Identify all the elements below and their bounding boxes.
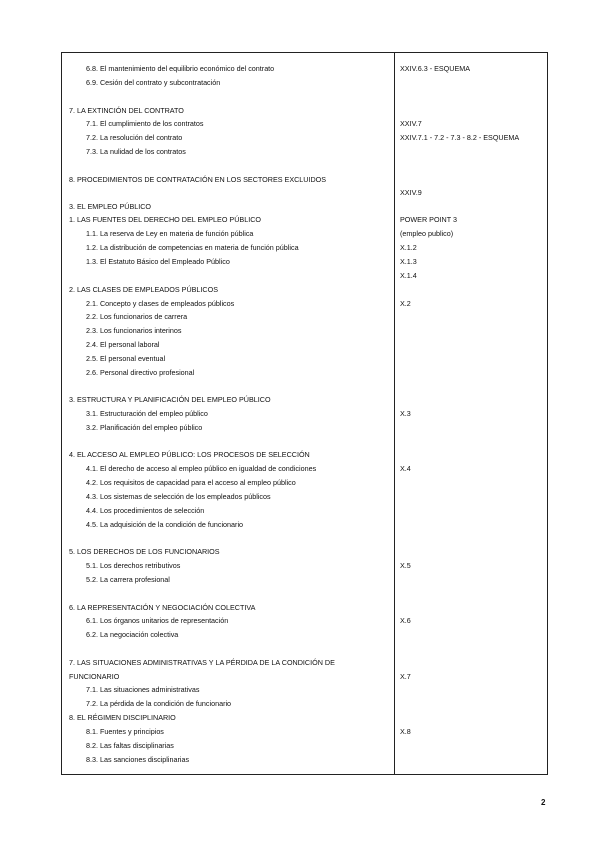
ref-x-4: X.4 xyxy=(400,464,411,473)
item-6-1: 6.1. Los órganos unitarios de representación xyxy=(86,616,229,625)
item-1-2: 1.2. La distribución de competencias en materia de función pública xyxy=(86,243,299,252)
ref-x-6: X.6 xyxy=(400,616,411,625)
item-6-8: 6.8. El mantenimiento del equilibrio económico del contrato xyxy=(86,64,275,73)
item-4-1: 4.1. El derecho de acceso al empleo público en igualdad de condiciones xyxy=(86,464,317,473)
item-4-3: 4.3. Los sistemas de selección de los empleados públicos xyxy=(86,492,271,501)
ref-power-point: POWER POINT 3 xyxy=(400,215,457,224)
section-8-regimen: 8. EL RÉGIMEN DISCIPLINARIO xyxy=(69,713,176,722)
item-2-1: 2.1. Concepto y clases de empleados públicos xyxy=(86,299,235,308)
section-1-fuentes: 1. LAS FUENTES DEL DERECHO DEL EMPLEO PÚBLICO xyxy=(69,215,261,224)
item-3-2: 3.2. Planificación del empleo público xyxy=(86,423,203,432)
ref-x-8: X.8 xyxy=(400,727,411,736)
item-4-2: 4.2. Los requisitos de capacidad para el acceso al empleo público xyxy=(86,478,296,487)
section-7-extincion: 7. LA EXTINCIÓN DEL CONTRATO xyxy=(69,106,184,115)
item-7-3: 7.3. La nulidad de los contratos xyxy=(86,147,186,156)
section-8-procedimientos: 8. PROCEDIMIENTOS DE CONTRATACIÓN EN LOS SECTORES EXCLUIDOS xyxy=(69,175,327,184)
item-2-5: 2.5. El personal eventual xyxy=(86,354,166,363)
section-4-acceso: 4. EL ACCESO AL EMPLEO PÚBLICO: LOS PROCESOS DE SELECCIÓN xyxy=(69,450,310,459)
ref-x-3: X.3 xyxy=(400,409,411,418)
item-4-5: 4.5. La adquisición de la condición de funcionario xyxy=(86,520,244,529)
item-8-3: 8.3. Las sanciones disciplinarias xyxy=(86,755,190,764)
item-1-3: 1.3. El Estatuto Básico del Empleado Público xyxy=(86,257,230,266)
syllabus-table xyxy=(61,52,548,775)
item-7-2-perdida: 7.2. La pérdida de la condición de funcionario xyxy=(86,699,232,708)
item-5-2: 5.2. La carrera profesional xyxy=(86,575,170,584)
ref-xxiv-6-3: XXIV.6.3 - ESQUEMA xyxy=(400,64,471,73)
ref-x-1-4: X.1.4 xyxy=(400,271,417,280)
item-7-1: 7.1. El cumplimiento de los contratos xyxy=(86,119,204,128)
item-3-1: 3.1. Estructuración del empleo público xyxy=(86,409,208,418)
ref-xxiv-9: XXIV.9 xyxy=(400,188,422,197)
item-6-2: 6.2. La negociación colectiva xyxy=(86,630,179,639)
section-7-situaciones-cont: FUNCIONARIO xyxy=(69,672,120,681)
column-divider xyxy=(394,53,395,774)
page-number: 2 xyxy=(541,798,546,807)
ref-x-5: X.5 xyxy=(400,561,411,570)
ref-empleo-publico: (empleo publico) xyxy=(400,229,454,238)
item-2-2: 2.2. Los funcionarios de carrera xyxy=(86,312,188,321)
section-7-situaciones: 7. LAS SITUACIONES ADMINISTRATIVAS Y LA PÉRDIDA DE LA CONDICIÓN DE xyxy=(69,658,335,667)
section-6-representacion: 6. LA REPRESENTACIÓN Y NEGOCIACIÓN COLECTIVA xyxy=(69,603,256,612)
item-7-2: 7.2. La resolución del contrato xyxy=(86,133,183,142)
item-8-2: 8.2. Las faltas disciplinarias xyxy=(86,741,174,750)
item-1-1: 1.1. La reserva de Ley en materia de función pública xyxy=(86,229,254,238)
item-2-3: 2.3. Los funcionarios interinos xyxy=(86,326,182,335)
ref-xxiv-7: XXIV.7 xyxy=(400,119,422,128)
item-8-1: 8.1. Fuentes y principios xyxy=(86,727,164,736)
part-3-empleo-publico: 3. EL EMPLEO PÚBLICO xyxy=(69,202,152,211)
item-4-4: 4.4. Los procedimientos de selección xyxy=(86,506,205,515)
item-2-4: 2.4. El personal laboral xyxy=(86,340,160,349)
item-5-1: 5.1. Los derechos retributivos xyxy=(86,561,181,570)
item-2-6: 2.6. Personal directivo profesional xyxy=(86,368,195,377)
ref-x-7: X.7 xyxy=(400,672,411,681)
section-5-derechos: 5. LOS DERECHOS DE LOS FUNCIONARIOS xyxy=(69,547,220,556)
section-2-clases: 2. LAS CLASES DE EMPLEADOS PÚBLICOS xyxy=(69,285,218,294)
item-6-9: 6.9. Cesión del contrato y subcontratación xyxy=(86,78,221,87)
ref-xxiv-7-1: XXIV.7.1 - 7.2 - 7.3 - 8.2 - ESQUEMA xyxy=(400,133,520,142)
section-3-estructura: 3. ESTRUCTURA Y PLANIFICACIÓN DEL EMPLEO PÚBLICO xyxy=(69,395,271,404)
ref-x-1-2: X.1.2 xyxy=(400,243,417,252)
ref-x-2: X.2 xyxy=(400,299,411,308)
ref-x-1-3: X.1.3 xyxy=(400,257,417,266)
item-7-1-situaciones: 7.1. Las situaciones administrativas xyxy=(86,685,200,694)
